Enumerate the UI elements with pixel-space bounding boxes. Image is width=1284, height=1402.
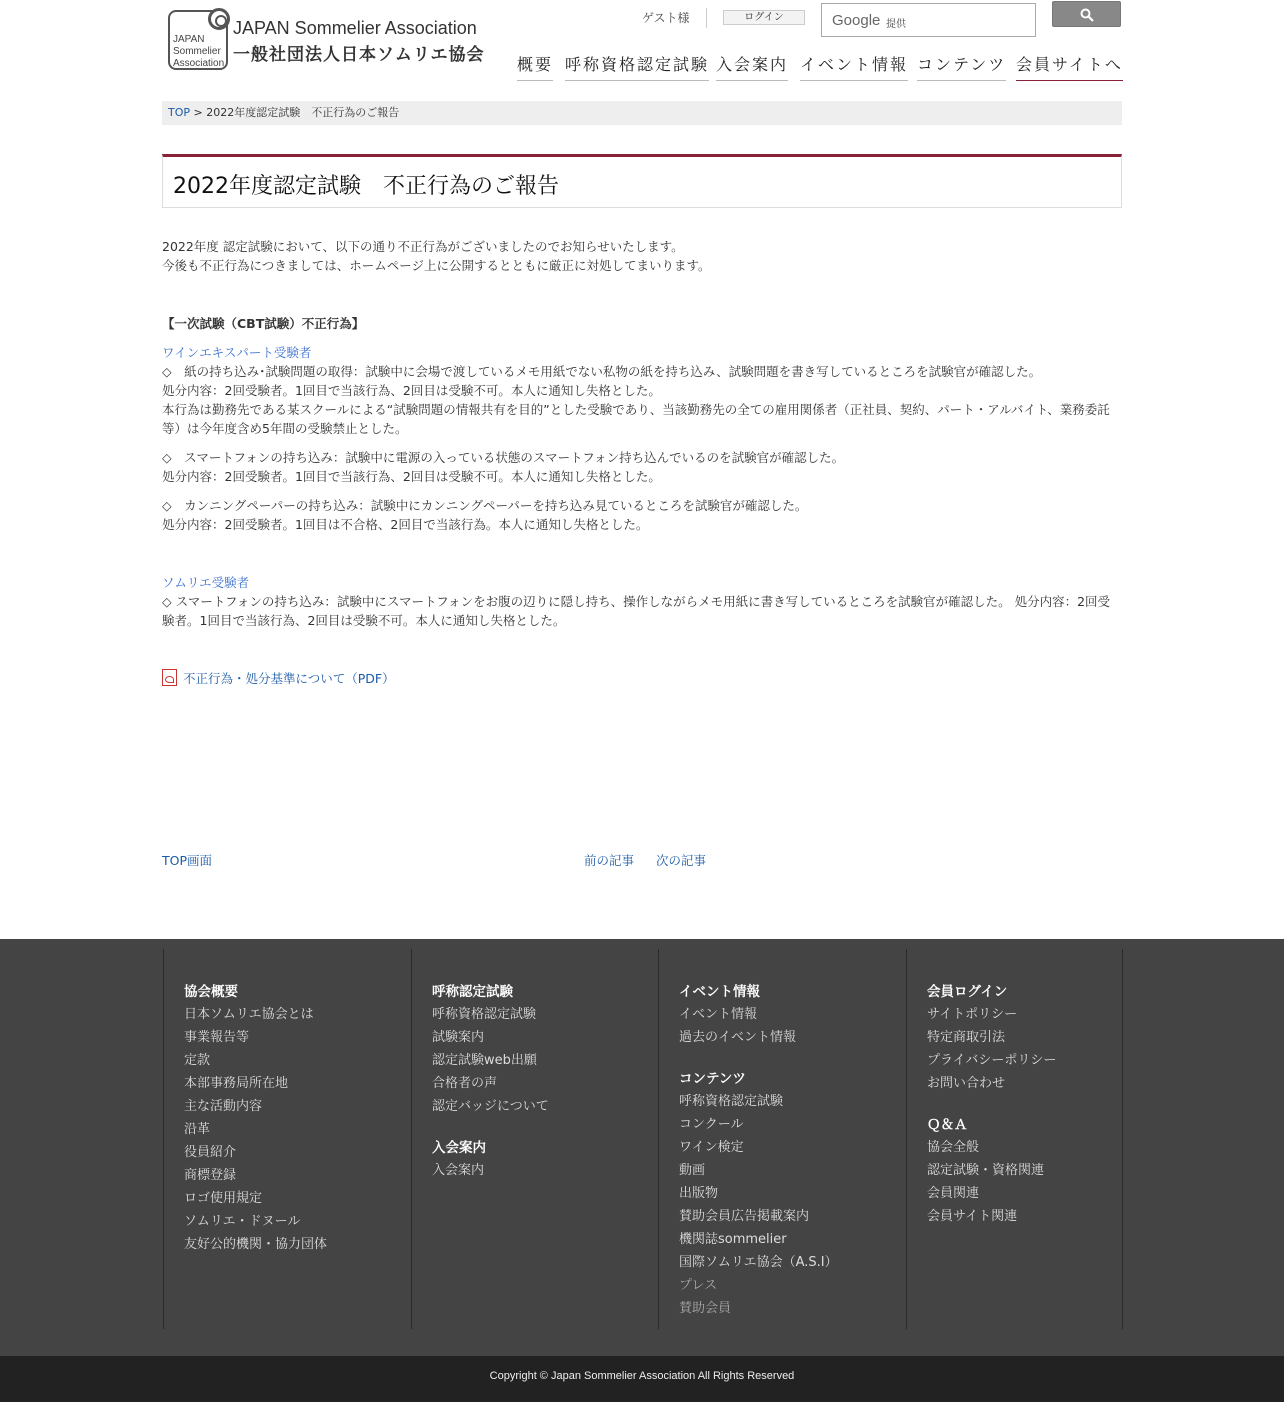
footer-col-exam: 呼称認定試験 呼称資格認定試験 試験案内 認定試験web出願 合格者の声 認定バッジについて 入会案内 入会案内 xyxy=(411,949,659,1329)
association-logo-mark: JAPAN Sommelier Association xyxy=(168,10,228,70)
footer-col-about: 協会概要 日本ソムリエ協会とは 事業報告等 定款 本部事務局所在地 主な活動内容 沿革 役員紹介 商標登録 ロゴ使用規定 ソムリエ・ドヌール 友好公的機関・協力団体 xyxy=(163,949,411,1329)
page-title: 2022年度認定試験 不正行為のご報告 xyxy=(173,174,559,199)
nav-membership[interactable]: 入会案内 xyxy=(716,54,788,81)
nav-member-site[interactable]: 会員サイトへ xyxy=(1016,54,1123,81)
nav-contents[interactable]: コンテンツ xyxy=(917,54,1006,81)
penalty-1: 処分内容：2回受験者。1回目で当該行為、2回目は受験不可。本人に通知し失格とした。 xyxy=(162,383,661,398)
next-article-link[interactable]: 次の記事 xyxy=(656,853,707,868)
header-divider xyxy=(706,8,707,28)
guest-label: ゲスト様 xyxy=(642,11,690,25)
footer-col-member: 会員ログイン サイトポリシー 特定商取引法 プライバシーポリシー お問い合わせ Ｑ＆Ａ 協会全般 認定試験・資格関連 会員関連 会員サイト関連 xyxy=(906,949,1123,1329)
breadcrumb-top-link[interactable]: TOP xyxy=(168,106,191,119)
intro-text: 2022年度 認定試験において、以下の通り不正行為がございましたのでお知らせいたします。 今後も不正行為につきましては、ホームページ上に公開するとともに厳正に対処してまいります。 xyxy=(162,239,711,273)
wine-expert-section xyxy=(162,343,1122,438)
login-button[interactable]: ログイン xyxy=(723,10,805,25)
global-nav xyxy=(0,54,1284,84)
breadcrumb: TOP > 2022年度認定試験 不正行為のご報告 xyxy=(162,101,1122,125)
top-page-link[interactable]: TOP画面 xyxy=(162,853,213,868)
footer xyxy=(0,939,1284,1356)
violation-3: ◇ カンニングペーパーの持ち込み：試験中にカンニングペーパーを持ち込み見ているところを試験官が確認した。 xyxy=(162,498,808,513)
wine-expert-link[interactable]: ワインエキスパート受験者 xyxy=(162,345,312,360)
search-button[interactable] xyxy=(1052,1,1121,27)
sommelier-link[interactable]: ソムリエ受験者 xyxy=(162,575,250,590)
prev-article-link[interactable]: 前の記事 xyxy=(584,853,635,868)
note-1: 本行為は勤務先である某スクールによる“試験問題の情報共有を目的”とした受験であり、当該勤務先の全ての雇用関係者（正社員、契約、パート・アルバイト、業務委託等）は今年度含め5年間の受験禁止とした。 xyxy=(162,402,1110,436)
nav-exam[interactable]: 呼称資格認定試験 xyxy=(565,54,709,81)
search-icon xyxy=(1080,8,1094,22)
logo-japanese-name: 一般社団法人日本ソムリエ協会 xyxy=(233,45,485,65)
pdf-link[interactable]: 不正行為・処分基準について（PDF） xyxy=(183,671,395,686)
penalty-3: 処分内容：2回受験者。1回目は不合格、2回目で当該行為。本人に通知し失格とした。 xyxy=(162,517,649,532)
nav-overview[interactable]: 概要 xyxy=(517,54,553,81)
copyright: Copyright © Japan Sommelier Association All Rights Reserved xyxy=(0,1356,1284,1402)
search-provided-label: 提供 xyxy=(886,19,906,30)
article-title-box xyxy=(162,154,1122,208)
violation-2: ◇ スマートフォンの持ち込み：試験中に電源の入っている状態のスマートフォン持ち込んでいるのを試験官が確認した。 xyxy=(162,450,845,465)
logo-english-name: JAPAN Sommelier Association xyxy=(233,18,477,38)
sommelier-section xyxy=(162,573,1122,630)
section-heading: 【一次試験（CBT試験）不正行為】 xyxy=(162,316,365,331)
nav-events[interactable]: イベント情報 xyxy=(800,54,908,81)
pdf-icon xyxy=(162,669,177,686)
footer-col-events: イベント情報 イベント情報 過去のイベント情報 コンテンツ 呼称資格認定試験 コンクール ワイン検定 動画 出版物 賛助会員広告掲載案内 機関誌sommelier 国際ソムリエ協会（A.S.I） プレス 賛助会員 xyxy=(658,949,906,1329)
violation-4: ◇ スマートフォンの持ち込み：試験中にスマートフォンをお腹の辺りに隠し持ち、操作しながらメモ用紙に書き写しているところを試験官が確認した。 処分内容：2回受験者。1回目で当該行為、2回目は受験不可。本人に通知し失格とした。 xyxy=(162,594,1111,628)
penalty-2: 処分内容：2回受験者。1回目で当該行為、2回目は受験不可。本人に通知し失格とした。 xyxy=(162,469,661,484)
breadcrumb-current: 2022年度認定試験 不正行為のご報告 xyxy=(206,106,400,119)
google-label: Google xyxy=(832,12,881,29)
violation-1: ◇ 紙の持ち込み･試験問題の取得：試験中に会場で渡しているメモ用紙でない私物の紙を持ち込み、試験問題を書き写しているところを試験官が確認した。 xyxy=(162,364,1042,379)
search-input[interactable] xyxy=(821,3,1036,37)
